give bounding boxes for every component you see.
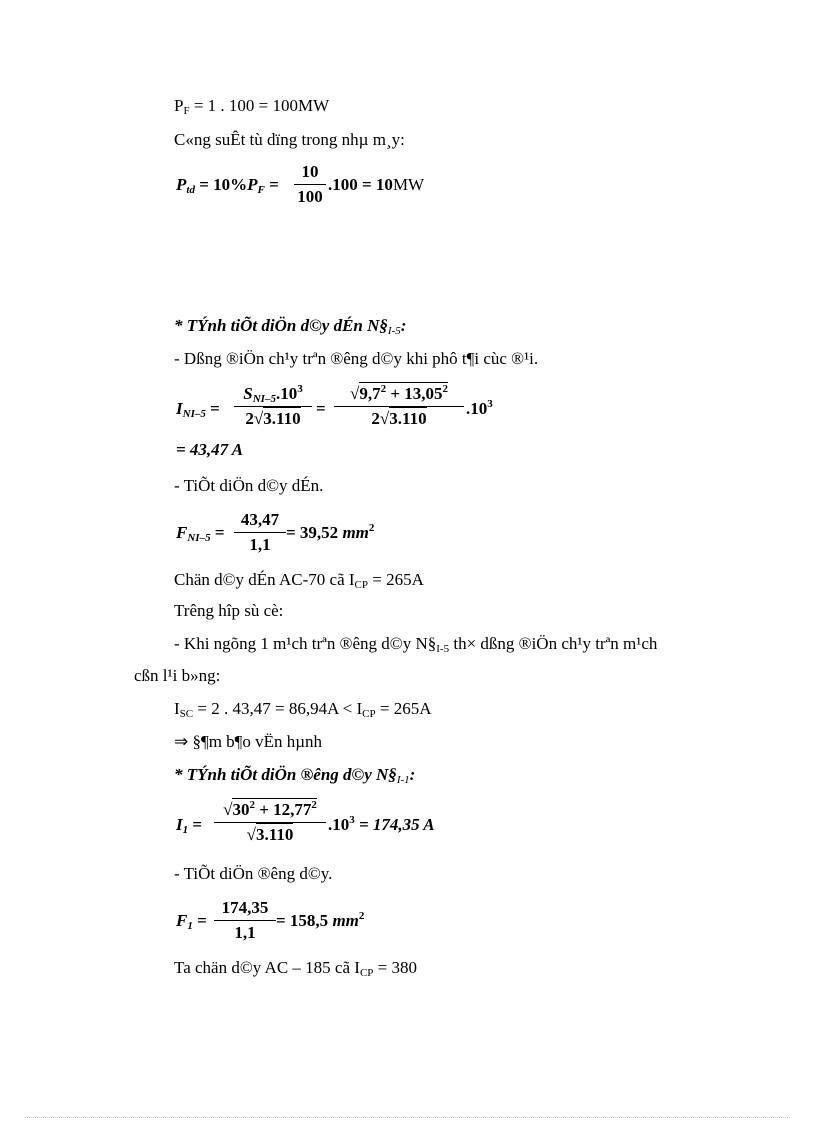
inl5-rad-b: + 13,05 [386, 384, 443, 403]
i1-lhs-sub: 1 [182, 824, 189, 836]
page-footer-divider [25, 1117, 790, 1118]
inl5-den2-rad: 3.110 [389, 409, 427, 428]
i1-fraction: $\frac{√30^2 + 12,77^2}{√3.110}$ [214, 800, 326, 845]
f1-unit: mm [332, 911, 359, 930]
inl5-rad-b-sup: 2 [442, 383, 449, 395]
fnl5-eq: = [210, 523, 225, 542]
ptd-result: .100 = 10 [328, 175, 393, 194]
section-title-ni1-sub: I-1 [396, 774, 410, 786]
inl5-lhs: I [176, 399, 183, 418]
choose-ac185-text: Ta chän d©y AC – 185 cã I [174, 958, 360, 977]
inl5-rad-a-sup: 2 [380, 383, 387, 395]
ptd-percent: = 10% [194, 175, 248, 194]
isc-symbol: I [174, 699, 180, 718]
f1-fraction [214, 898, 276, 943]
inl5-s-sup: 3 [297, 383, 303, 395]
i1-lhs: I [176, 815, 183, 834]
pf-calc-line [174, 96, 329, 116]
i1-eq: = [188, 815, 203, 834]
pf-value: = 1 . 100 = 100MW [189, 96, 330, 115]
inl5-equation [176, 384, 596, 434]
fnl5-result: = 39,52 [286, 523, 343, 542]
one-circuit-off-line [174, 634, 657, 654]
choose-ac185-line [174, 958, 417, 978]
ptd-unit: MW [392, 175, 425, 194]
fnl5-denominator: 1,1 [249, 535, 271, 554]
self-use-power-label: C«ng suÊt tù dïng trong nhµ m¸y: [174, 130, 405, 149]
section-title-ni1 [174, 765, 415, 785]
section-title-ni5-text: * TÝnh tiÕt diÖn d©y dÉn N§ [174, 316, 388, 335]
fnl5-unit: mm [342, 523, 369, 542]
one-circuit-off-text: - Khi ngõng 1 m¹ch trªn ®êng d©y N§ [174, 634, 437, 653]
f1-unit-sup: 2 [358, 910, 365, 922]
fnl5-unit-sup: 2 [368, 522, 375, 534]
f1-equation [176, 898, 476, 946]
ptd-lhs-sub: td [186, 184, 195, 196]
fnl5-equation [176, 510, 476, 558]
i1-rad-b: + 12,77 [254, 800, 312, 819]
i1-tail-sup: 3 [349, 814, 355, 826]
inl5-den2-pre: 2 [371, 409, 380, 428]
choose-ac70-line [174, 570, 424, 590]
ptd-lhs: P [176, 175, 187, 194]
fnl5-lhs-sub: NI–5 [187, 532, 211, 544]
inl5-fraction-1: $S_{NI-5}.10^3$ 2√3.110 [234, 384, 312, 429]
ptd-denominator: 100 [297, 187, 323, 206]
inl5-lhs-sub: NI–5 [182, 408, 206, 420]
section-title-ni1-text: * TÝnh tiÕt diÖn ®êng d©y N§ [174, 765, 397, 784]
inl5-den1-rad: 3.110 [263, 409, 301, 428]
choose-ac185-sub: CP [359, 967, 374, 979]
section-title-ni5 [174, 316, 406, 336]
conductor-section-label: - TiÕt diÖn d©y dÉn. [174, 476, 324, 495]
pf-subscript: F [183, 105, 190, 117]
inl5-eq2: = [316, 399, 326, 418]
ptd-equals: = [264, 175, 279, 194]
inl5-result: = 43,47 A [176, 440, 244, 459]
one-circuit-off-tail: th× dßng ®iÖn ch¹y trªn m¹ch [449, 634, 658, 653]
fault-case-label: Trêng hîp sù cè: [174, 601, 284, 620]
f1-numerator: 174,35 [214, 898, 276, 921]
inl5-s-tail: .10 [275, 384, 298, 403]
line-section-label: - TiÕt diÖn ®êng d©y. [174, 864, 333, 883]
operation-ok-line: ⇒ §¶m b¶o vËn hµnh [174, 732, 323, 751]
inl5-tail-sup: 3 [487, 398, 493, 410]
section-title-ni1-colon: : [409, 765, 416, 784]
ptd-numerator: 10 [294, 162, 326, 185]
remaining-equals-label: cßn l¹i b»ng: [134, 666, 221, 685]
fnl5-fraction [234, 510, 286, 555]
pf-symbol: P [174, 96, 184, 115]
f1-result: = 158,5 [276, 911, 333, 930]
i1-equation [176, 800, 476, 850]
isc-sub: SC [179, 708, 194, 720]
section-title-ni5-colon: : [400, 316, 407, 335]
inl5-tail: .10 [466, 399, 488, 418]
i1-tail: .10 [328, 815, 350, 834]
section-title-ni5-sub: I-5 [387, 325, 401, 337]
i1-result: = 174,35 A [354, 815, 435, 834]
fnl5-numerator: 43,47 [234, 510, 286, 533]
isc-line [174, 699, 432, 719]
choose-ac185-value: = 380 [373, 958, 417, 977]
ptd-pf: P [247, 175, 258, 194]
inl5-eq: = [205, 399, 220, 418]
i1-den-rad: 3.110 [256, 825, 294, 844]
f1-lhs-sub: 1 [187, 920, 193, 932]
choose-ac70-text: Chän d©y dÉn AC-70 cã I [174, 570, 355, 589]
inl5-s-symbol: S [243, 384, 253, 403]
inl5-fraction-2: $\frac{√9,7^2 + 13,05^2}{2√3.110}$ [334, 384, 464, 429]
f1-lhs: F [176, 911, 188, 930]
inl5-den1-pre: 2 [245, 409, 254, 428]
isc-icp-value: = 265A [375, 699, 432, 718]
i1-rad-a-sup: 2 [249, 799, 255, 811]
choose-ac70-value: = 265A [368, 570, 424, 589]
fnl5-lhs: F [176, 523, 188, 542]
isc-calc: = 2 . 43,47 = 86,94A < I [193, 699, 363, 718]
one-circuit-off-sub: I-5 [436, 643, 450, 655]
choose-ac70-sub: CP [354, 579, 368, 591]
f1-eq: = [192, 911, 207, 930]
inl5-rad-a: 9,7 [359, 384, 381, 403]
inl5-s-sub: NI–5 [252, 393, 276, 405]
isc-icp-sub: CP [362, 708, 376, 720]
i1-rad-a: 30 [232, 800, 250, 819]
ptd-pf-sub: F [257, 184, 265, 196]
ptd-fraction [294, 162, 326, 207]
i1-rad-b-sup: 2 [311, 799, 317, 811]
current-description: - Dßng ®iÖn ch¹y trªn ®êng d©y khi phô t¶i cùc ®¹i. [174, 349, 539, 368]
f1-denominator: 1,1 [234, 923, 256, 942]
